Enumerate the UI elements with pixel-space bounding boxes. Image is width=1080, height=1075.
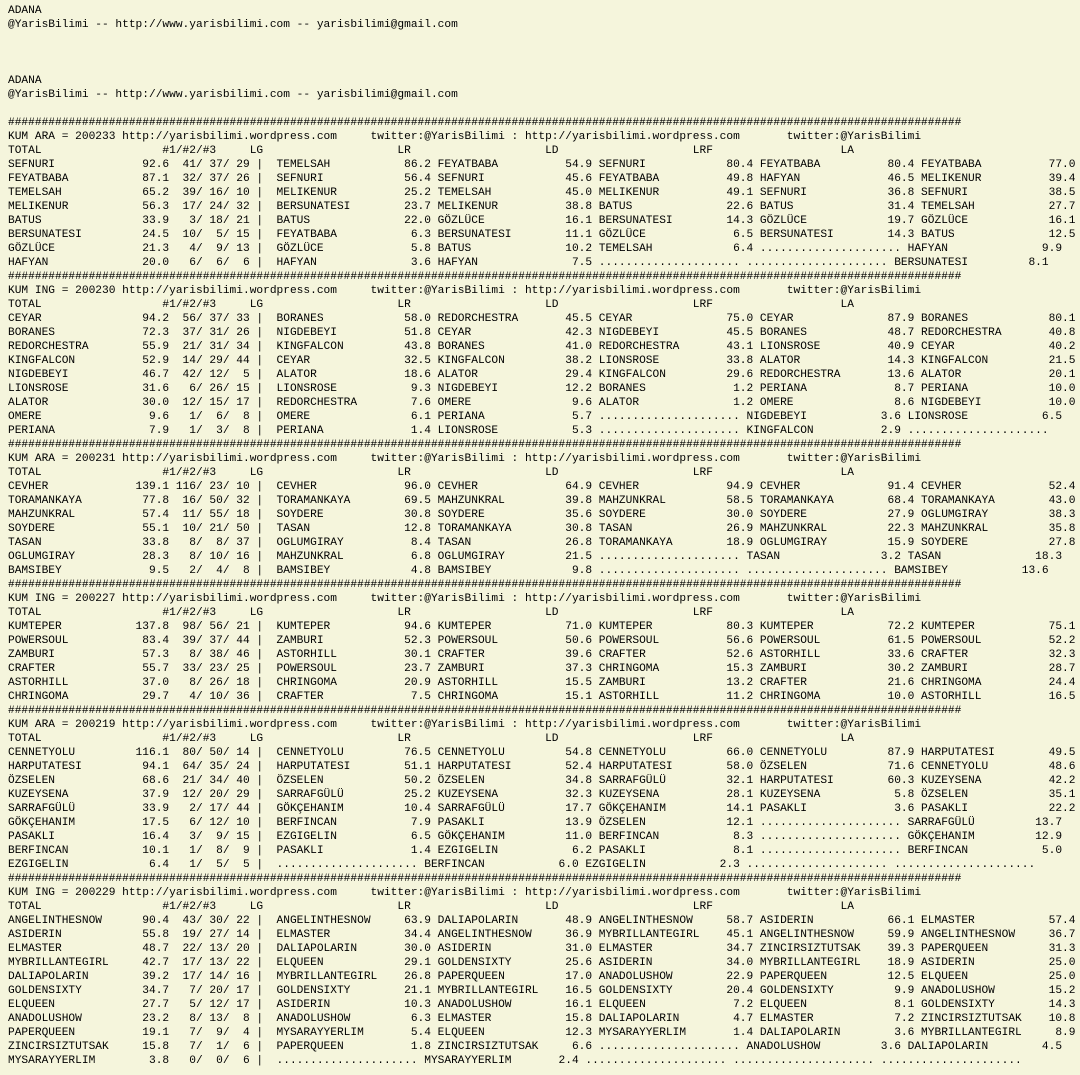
table-row: GÖZLÜCE 21.3 4/ 9/ 13 | GÖZLÜCE 5.8 BATUS 10.2 TEMELSAH 6.4 ..................... HAFYAN 9.9 bbox=[8, 243, 1063, 255]
table-row: TEMELSAH 65.2 39/ 16/ 10 | MELIKENUR 25.2 TEMELSAH 45.0 MELIKENUR 49.1 SEFNURI 36.8 SEFNURI 38.5 bbox=[8, 187, 1076, 199]
table-row: FEYATBABA 87.1 32/ 37/ 26 | SEFNURI 56.4 SEFNURI 45.6 FEYATBABA 49.8 HAFYAN 46.5 MELIKENUR 39.4 bbox=[8, 173, 1076, 185]
column-header-row: TOTAL #1/#2/#3 LG LR LD LRF LA bbox=[8, 299, 854, 311]
header-line: ADANA bbox=[8, 75, 42, 87]
table-row: LIONSROSE 31.6 6/ 26/ 15 | LIONSROSE 9.3 NIGDEBEYI 12.2 BORANES 1.2 PERIANA 8.7 PERIANA 10.0 bbox=[8, 383, 1076, 395]
column-header-row: TOTAL #1/#2/#3 LG LR LD LRF LA bbox=[8, 901, 854, 913]
table-row: OGLUMGIRAY 28.3 8/ 10/ 16 | MAHZUNKRAL 6.8 OGLUMGIRAY 21.5 ..................... TASAN 3.2 TASAN 18.3 bbox=[8, 551, 1063, 563]
table-row: NIGDEBEYI 46.7 42/ 12/ 5 | ALATOR 18.6 ALATOR 29.4 KINGFALCON 29.6 REDORCHESTRA 13.6 ALATOR 20.1 bbox=[8, 369, 1076, 381]
table-row: ASIDERIN 55.8 19/ 27/ 14 | ELMASTER 34.4 ANGELINTHESNOW 36.9 MYBRILLANTEGIRL 45.1 ANGELINTHESNOW 59.9 ANGELINTHESNOW 36.7 bbox=[8, 929, 1076, 941]
table-row: CEYAR 94.2 56/ 37/ 33 | BORANES 58.0 REDORCHESTRA 45.5 CEYAR 75.0 CEYAR 87.9 BORANES 80.1 bbox=[8, 313, 1076, 325]
table-row: BORANES 72.3 37/ 31/ 26 | NIGDEBEYI 51.8 CEYAR 42.3 NIGDEBEYI 45.5 BORANES 48.7 REDORCHESTRA 40.8 bbox=[8, 327, 1076, 339]
column-header-row: TOTAL #1/#2/#3 LG LR LD LRF LA bbox=[8, 467, 854, 479]
table-row: MAHZUNKRAL 57.4 11/ 55/ 18 | SOYDERE 30.8 SOYDERE 35.6 SOYDERE 30.0 SOYDERE 27.9 OGLUMGIRAY 38.3 bbox=[8, 509, 1076, 521]
header-line bbox=[8, 46, 1075, 60]
table-row: ASTORHILL 37.0 8/ 26/ 18 | CHRINGOMA 20.9 ASTORHILL 15.5 ZAMBURI 13.2 CRAFTER 21.6 CHRINGOMA 24.4 bbox=[8, 677, 1076, 689]
table-row: REDORCHESTRA 55.9 21/ 31/ 34 | KINGFALCON 43.8 BORANES 41.0 REDORCHESTRA 43.1 LIONSROSE 40.9 CEYAR 40.2 bbox=[8, 341, 1076, 353]
table-row: HARPUTATESI 94.1 64/ 35/ 24 | HARPUTATESI 51.1 HARPUTATESI 52.4 HARPUTATESI 58.0 ÖZSELEN 71.6 CENNETYOLU 48.6 bbox=[8, 761, 1076, 773]
table-row: SOYDERE 55.1 10/ 21/ 50 | TASAN 12.8 TORAMANKAYA 30.8 TASAN 26.9 MAHZUNKRAL 22.3 MAHZUNKRAL 35.8 bbox=[8, 523, 1076, 535]
table-row: PERIANA 7.9 1/ 3/ 8 | PERIANA 1.4 LIONSROSE 5.3 ..................... KINGFALCON 2.9 ..................... bbox=[8, 425, 1049, 437]
table-row: CENNETYOLU 116.1 80/ 50/ 14 | CENNETYOLU 76.5 CENNETYOLU 54.8 CENNETYOLU 66.0 CENNETYOLU 87.9 HARPUTATESI 49.5 bbox=[8, 747, 1076, 759]
table-row: BATUS 33.9 3/ 18/ 21 | BATUS 22.0 GÖZLÜCE 16.1 BERSUNATESI 14.3 GÖZLÜCE 19.7 GÖZLÜCE 16.1 bbox=[8, 215, 1076, 227]
separator-line: ############################################################################################################################################## bbox=[8, 439, 962, 451]
table-row: ZINCIRSIZTUTSAK 15.8 7/ 1/ 6 | PAPERQUEEN 1.8 ZINCIRSIZTUTSAK 6.6 ..................... ANADOLUSHOW 3.6 DALIAPOLARIN 4.5 bbox=[8, 1041, 1063, 1053]
table-row: BERSUNATESI 24.5 10/ 5/ 15 | FEYATBABA 6.3 BERSUNATESI 11.1 GÖZLÜCE 6.5 BERSUNATESI 14.3 BATUS 12.5 bbox=[8, 229, 1076, 241]
table-row: GÖKÇEHANIM 17.5 6/ 12/ 10 | BERFINCAN 7.9 PASAKLI 13.9 ÖZSELEN 12.1 ..................... SARRAFGÜLÜ 13.7 bbox=[8, 817, 1063, 829]
table-row: MYBRILLANTEGIRL 42.7 17/ 13/ 22 | ELQUEEN 29.1 GOLDENSIXTY 25.6 ASIDERIN 34.0 MYBRILLANTEGIRL 18.9 ASIDERIN 25.0 bbox=[8, 957, 1076, 969]
section-title: KUM ING = 200229 http://yarisbilimi.wordpress.com twitter:@YarisBilimi : http://yarisbilimi.wordpress.com twitter:@YarisBilimi bbox=[8, 887, 922, 899]
section-title: KUM ARA = 200231 http://yarisbilimi.wordpress.com twitter:@YarisBilimi : http://yarisbilimi.wordpress.com twitter:@YarisBilimi bbox=[8, 453, 922, 465]
table-row: ANADOLUSHOW 23.2 8/ 13/ 8 | ANADOLUSHOW 6.3 ELMASTER 15.8 DALIAPOLARIN 4.7 ELMASTER 7.2 ZINCIRSIZTUTSAK 10.8 bbox=[8, 1013, 1076, 1025]
column-header-row: TOTAL #1/#2/#3 LG LR LD LRF LA bbox=[8, 145, 854, 157]
table-row: ZAMBURI 57.3 8/ 38/ 46 | ASTORHILL 30.1 CRAFTER 39.6 CRAFTER 52.6 ASTORHILL 33.6 CRAFTER 32.3 bbox=[8, 649, 1076, 661]
table-row: SEFNURI 92.6 41/ 37/ 29 | TEMELSAH 86.2 FEYATBABA 54.9 SEFNURI 80.4 FEYATBABA 80.4 FEYATBABA 77.0 bbox=[8, 159, 1076, 171]
header-line: ADANA bbox=[8, 5, 42, 17]
table-row: BERFINCAN 10.1 1/ 8/ 9 | PASAKLI 1.4 EZGIGELIN 6.2 PASAKLI 8.1 ..................... BERFINCAN 5.0 bbox=[8, 845, 1063, 857]
separator-line: ############################################################################################################################################## bbox=[8, 579, 962, 591]
table-row: CHRINGOMA 29.7 4/ 10/ 36 | CRAFTER 7.5 CHRINGOMA 15.1 ASTORHILL 11.2 CHRINGOMA 10.0 ASTORHILL 16.5 bbox=[8, 691, 1076, 703]
column-header-row: TOTAL #1/#2/#3 LG LR LD LRF LA bbox=[8, 733, 854, 745]
separator-line: ############################################################################################################################################## bbox=[8, 873, 962, 885]
separator-line: ############################################################################################################################################## bbox=[8, 705, 962, 717]
table-row: ANGELINTHESNOW 90.4 43/ 30/ 22 | ANGELINTHESNOW 63.9 DALIAPOLARIN 48.9 ANGELINTHESNOW 58.7 ASIDERIN 66.1 ELMASTER 57.4 bbox=[8, 915, 1076, 927]
separator-line: ############################################################################################################################################## bbox=[8, 271, 962, 283]
table-row: MELIKENUR 56.3 17/ 24/ 32 | BERSUNATESI 23.7 MELIKENUR 38.8 BATUS 22.6 BATUS 31.4 TEMELSAH 27.7 bbox=[8, 201, 1076, 213]
header-line bbox=[8, 102, 1075, 116]
header-line bbox=[8, 32, 1075, 46]
table-row: POWERSOUL 83.4 39/ 37/ 44 | ZAMBURI 52.3 POWERSOUL 50.6 POWERSOUL 56.6 POWERSOUL 61.5 POWERSOUL 52.2 bbox=[8, 635, 1076, 647]
table-row: CEVHER 139.1 116/ 23/ 10 | CEVHER 96.0 CEVHER 64.9 CEVHER 94.9 CEVHER 91.4 CEVHER 52.4 bbox=[8, 481, 1076, 493]
header-line bbox=[8, 60, 1075, 74]
table-row: HAFYAN 20.0 6/ 6/ 6 | HAFYAN 3.6 HAFYAN 7.5 ..................... ..................... BERSUNATESI 8.1 bbox=[8, 257, 1049, 269]
table-row: MYSARAYYERLIM 3.8 0/ 0/ 6 | ..................... MYSARAYYERLIM 2.4 ..................... ..................... ..................... bbox=[8, 1055, 1022, 1067]
table-row: DALIAPOLARIN 39.2 17/ 14/ 16 | MYBRILLANTEGIRL 26.8 PAPERQUEEN 17.0 ANADOLUSHOW 22.9 PAPERQUEEN 12.5 ELQUEEN 25.0 bbox=[8, 971, 1076, 983]
section-title: KUM ARA = 200233 http://yarisbilimi.wordpress.com twitter:@YarisBilimi : http://yarisbilimi.wordpress.com twitter:@YarisBilimi bbox=[8, 131, 922, 143]
table-row: KINGFALCON 52.9 14/ 29/ 44 | CEYAR 32.5 KINGFALCON 38.2 LIONSROSE 33.8 ALATOR 14.3 KINGFALCON 21.5 bbox=[8, 355, 1076, 367]
section-title: KUM ARA = 200219 http://yarisbilimi.wordpress.com twitter:@YarisBilimi : http://yarisbilimi.wordpress.com twitter:@YarisBilimi bbox=[8, 719, 922, 731]
table-row: ALATOR 30.0 12/ 15/ 17 | REDORCHESTRA 7.6 OMERE 9.6 ALATOR 1.2 OMERE 8.6 NIGDEBEYI 10.0 bbox=[8, 397, 1076, 409]
header-line: @YarisBilimi -- http://www.yarisbilimi.com -- yarisbilimi@gmail.com bbox=[8, 89, 458, 101]
table-row: ELQUEEN 27.7 5/ 12/ 17 | ASIDERIN 10.3 ANADOLUSHOW 16.1 ELQUEEN 7.2 ELQUEEN 8.1 GOLDENSIXTY 14.3 bbox=[8, 999, 1076, 1011]
race-analysis-document bbox=[0, 4, 1075, 1068]
header-line: @YarisBilimi -- http://www.yarisbilimi.com -- yarisbilimi@gmail.com bbox=[8, 19, 458, 31]
table-row: TASAN 33.8 8/ 8/ 37 | OGLUMGIRAY 8.4 TASAN 26.8 TORAMANKAYA 18.9 OGLUMGIRAY 15.9 SOYDERE 27.8 bbox=[8, 537, 1076, 549]
table-row: KUZEYSENA 37.9 12/ 20/ 29 | SARRAFGÜLÜ 25.2 KUZEYSENA 32.3 KUZEYSENA 28.1 KUZEYSENA 5.8 ÖZSELEN 35.1 bbox=[8, 789, 1076, 801]
table-row: ELMASTER 48.7 22/ 13/ 20 | DALIAPOLARIN 30.0 ASIDERIN 31.0 ELMASTER 34.7 ZINCIRSIZTUTSAK 39.3 PAPERQUEEN 31.3 bbox=[8, 943, 1076, 955]
separator-line: ############################################################################################################################################## bbox=[8, 117, 962, 129]
section-title: KUM ING = 200227 http://yarisbilimi.wordpress.com twitter:@YarisBilimi : http://yarisbilimi.wordpress.com twitter:@YarisBilimi bbox=[8, 593, 922, 605]
table-row: GOLDENSIXTY 34.7 7/ 20/ 17 | GOLDENSIXTY 21.1 MYBRILLANTEGIRL 16.5 GOLDENSIXTY 20.4 GOLDENSIXTY 9.9 ANADOLUSHOW 15.2 bbox=[8, 985, 1076, 997]
section-title: KUM ING = 200230 http://yarisbilimi.wordpress.com twitter:@YarisBilimi : http://yarisbilimi.wordpress.com twitter:@YarisBilimi bbox=[8, 285, 922, 297]
table-row: EZGIGELIN 6.4 1/ 5/ 5 | ..................... BERFINCAN 6.0 EZGIGELIN 2.3 ..................... ..................... bbox=[8, 859, 1036, 871]
table-row: TORAMANKAYA 77.8 16/ 50/ 32 | TORAMANKAYA 69.5 MAHZUNKRAL 39.8 MAHZUNKRAL 58.5 TORAMANKAYA 68.4 TORAMANKAYA 43.0 bbox=[8, 495, 1076, 507]
table-row: PAPERQUEEN 19.1 7/ 9/ 4 | MYSARAYYERLIM 5.4 ELQUEEN 12.3 MYSARAYYERLIM 1.4 DALIAPOLARIN 3.6 MYBRILLANTEGIRL 8.9 bbox=[8, 1027, 1076, 1039]
table-row: OMERE 9.6 1/ 6/ 8 | OMERE 6.1 PERIANA 5.7 ..................... NIGDEBEYI 3.6 LIONSROSE 6.5 bbox=[8, 411, 1063, 423]
table-row: BAMSIBEY 9.5 2/ 4/ 8 | BAMSIBEY 4.8 BAMSIBEY 9.8 ..................... ..................... BAMSIBEY 13.6 bbox=[8, 565, 1049, 577]
table-row: SARRAFGÜLÜ 33.9 2/ 17/ 44 | GÖKÇEHANIM 10.4 SARRAFGÜLÜ 17.7 GÖKÇEHANIM 14.1 PASAKLI 3.6 PASAKLI 22.2 bbox=[8, 803, 1076, 815]
table-row: PASAKLI 16.4 3/ 9/ 15 | EZGIGELIN 6.5 GÖKÇEHANIM 11.0 BERFINCAN 8.3 ..................... GÖKÇEHANIM 12.9 bbox=[8, 831, 1063, 843]
table-row: CRAFTER 55.7 33/ 23/ 25 | POWERSOUL 23.7 ZAMBURI 37.3 CHRINGOMA 15.3 ZAMBURI 30.2 ZAMBURI 28.7 bbox=[8, 663, 1076, 675]
table-row: ÖZSELEN 68.6 21/ 34/ 40 | ÖZSELEN 50.2 ÖZSELEN 34.8 SARRAFGÜLÜ 32.1 HARPUTATESI 60.3 KUZEYSENA 42.2 bbox=[8, 775, 1076, 787]
column-header-row: TOTAL #1/#2/#3 LG LR LD LRF LA bbox=[8, 607, 854, 619]
table-row: KUMTEPER 137.8 98/ 56/ 21 | KUMTEPER 94.6 KUMTEPER 71.0 KUMTEPER 80.3 KUMTEPER 72.2 KUMTEPER 75.1 bbox=[8, 621, 1076, 633]
